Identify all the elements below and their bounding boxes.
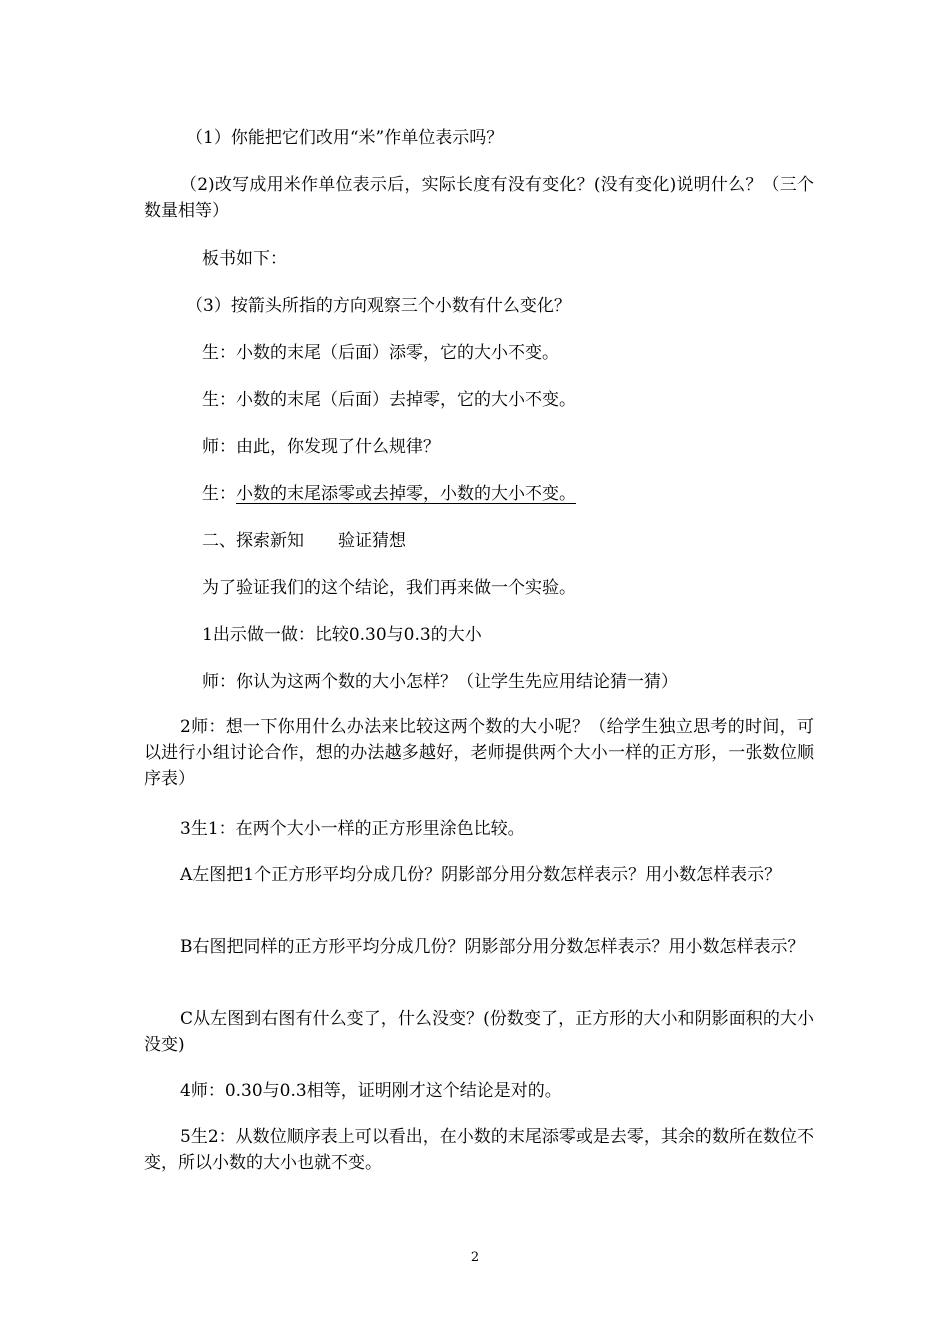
experiment-intro: 为了验证我们的这个结论，我们再来做一个实验。 <box>202 578 576 598</box>
student-answer-1: 生：小数的末尾（后面）添零，它的大小不变。 <box>202 343 559 363</box>
question-3: （3）按箭头所指的方向观察三个小数有什么变化？ <box>186 296 571 316</box>
question-c: C从左图到右图有什么变了，什么没变？(份数变了，正方形的大小和阴影面积的大小没变) <box>144 1009 814 1055</box>
step-1: 1出示做一做：比较0.30与0.3的大小 <box>202 625 482 645</box>
step-4: 4师：0.30与0.3相等，证明刚才这个结论是对的。 <box>180 1081 562 1101</box>
teacher-question: 师：由此，你发现了什么规律？ <box>202 437 440 457</box>
question-2: （2)改写成用米作单位表示后，实际长度有没有变化？(没有变化)说明什么？（三个数量相等） <box>144 175 814 221</box>
step-3: 3生1：在两个大小一样的正方形里涂色比较。 <box>180 819 525 839</box>
conclusion-underlined: 小数的末尾添零或去掉零，小数的大小不变。 <box>236 484 576 504</box>
student-answer-2: 生：小数的末尾（后面）去掉零，它的大小不变。 <box>202 390 576 410</box>
student-conclusion-prefix: 生： <box>202 484 236 504</box>
step-2: 2师：想一下你用什么办法来比较这两个数的大小呢？（给学生独立思考的时间，可以进行小组讨论合作，想的办法越多越好，老师提供两个大小一样的正方形，一张数位顺序表） <box>144 717 814 789</box>
step-5: 5生2：从数位顺序表上可以看出，在小数的末尾添零或是去零，其余的数所在数位不变，所以小数的大小也就不变。 <box>144 1127 814 1173</box>
student-conclusion <box>202 483 576 505</box>
question-1: （1）你能把它们改用“米”作单位表示吗？ <box>186 128 504 148</box>
question-a: A左图把1个正方形平均分成几份？阴影部分用分数怎样表示？用小数怎样表示？ <box>180 865 782 885</box>
section-heading: 二、探索新知 验证猜想 <box>202 531 406 551</box>
question-b: B右图把同样的正方形平均分成几份？阴影部分用分数怎样表示？用小数怎样表示？ <box>180 937 805 957</box>
teacher-prompt: 师：你认为这两个数的大小怎样？（让学生先应用结论猜一猜） <box>202 672 678 692</box>
page-number: 2 <box>470 1250 480 1265</box>
board-writing-label: 板书如下： <box>202 249 287 269</box>
